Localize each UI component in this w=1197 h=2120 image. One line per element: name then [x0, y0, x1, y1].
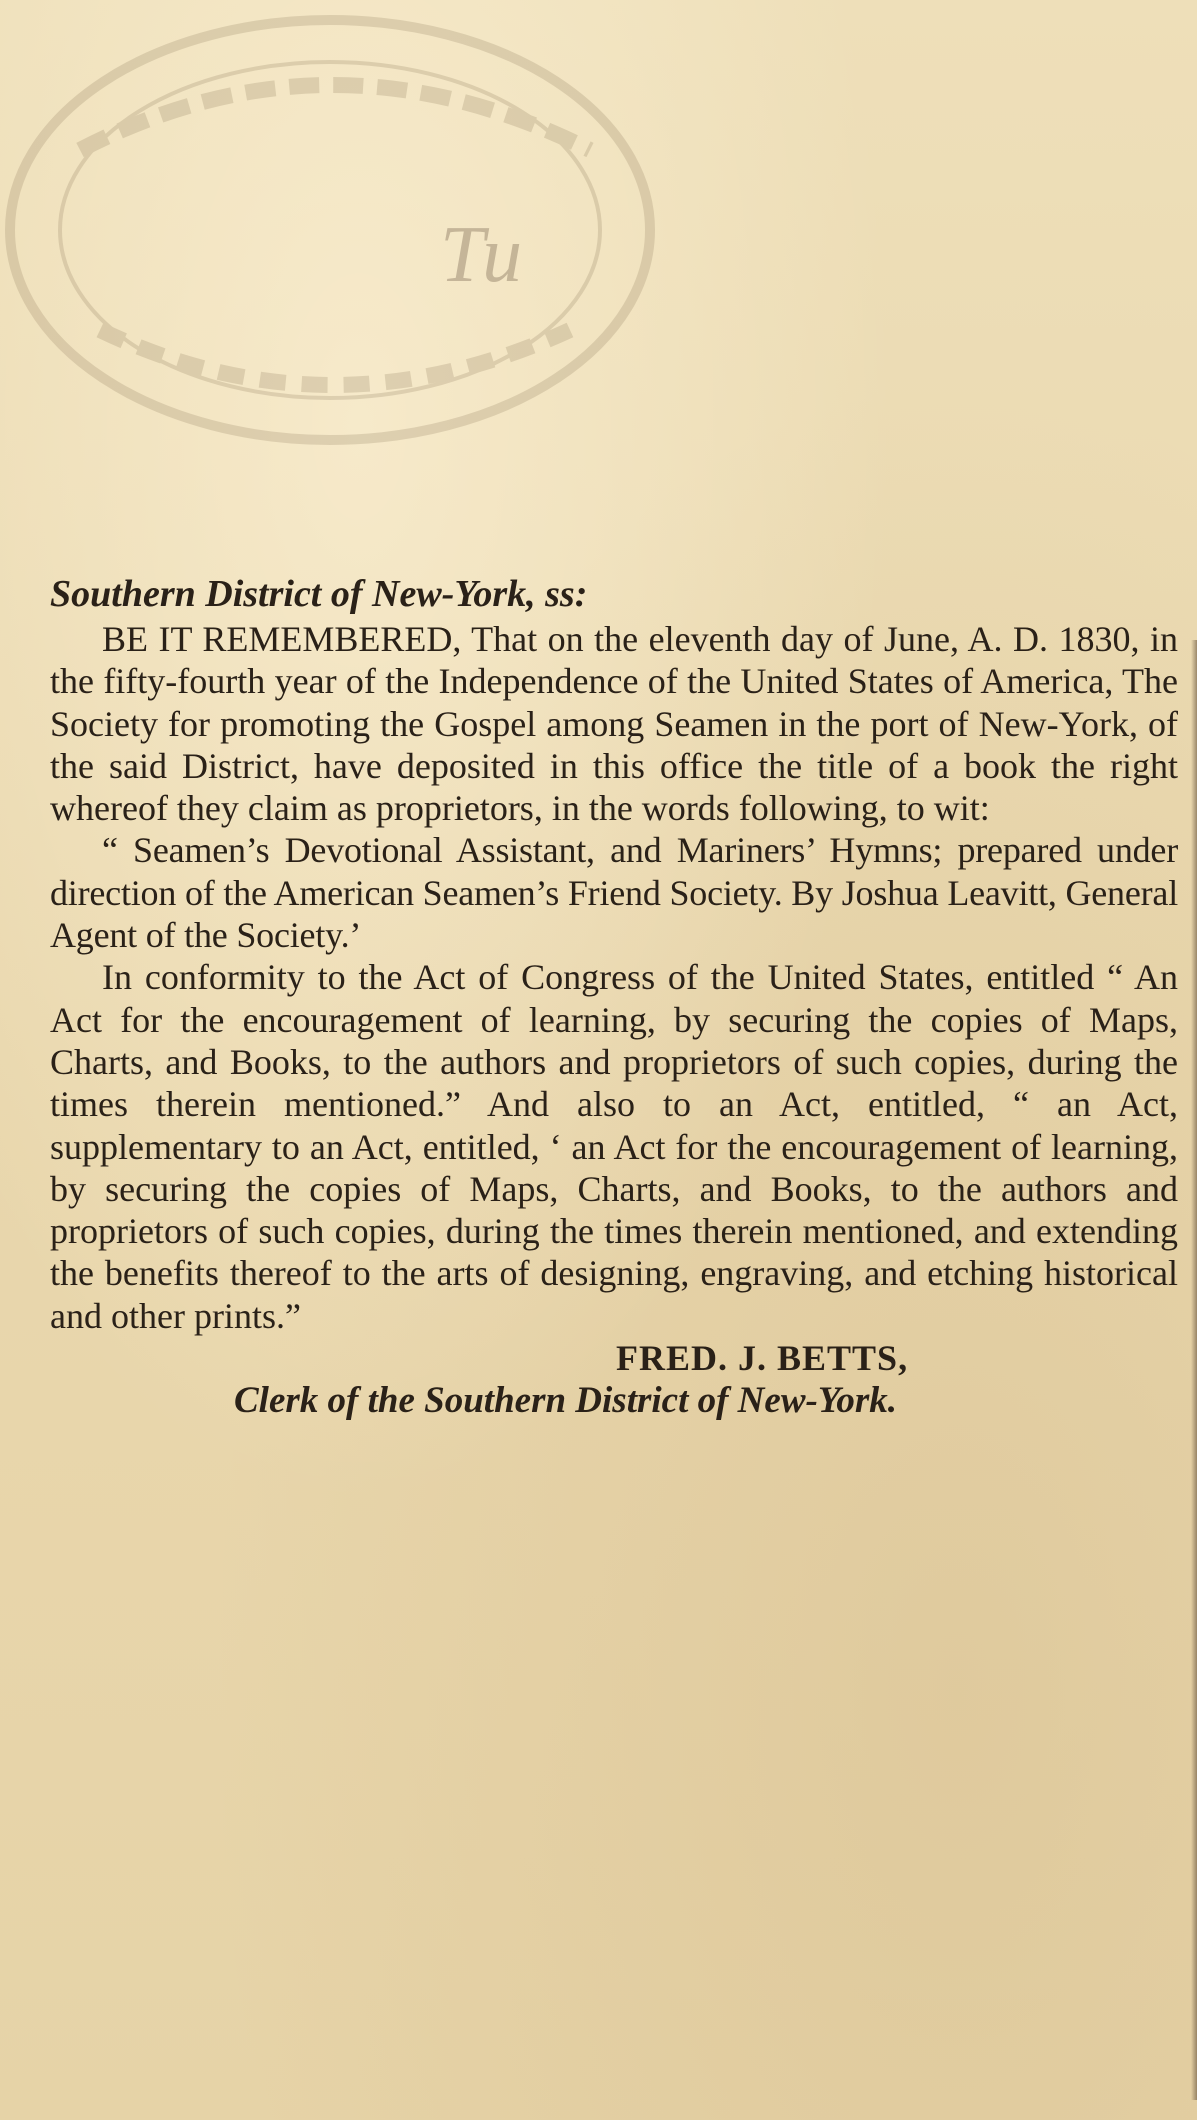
page-edge-shadow — [1191, 640, 1197, 2100]
district-heading: Southern District of New-York, ss: — [50, 573, 588, 615]
library-stamp-icon — [0, 0, 700, 460]
stamp-mark: Tu — [440, 211, 525, 299]
clerk-name: FRED. J. BETTS, — [616, 1338, 909, 1379]
conformity-paragraph: In conformity to the Act of Congress of the United States, entitled “ An Act for the encouragement of learning, by securing the copies of Maps, Charts, and Books, to the authors and proprietors of such copies, during the times therein mentioned.” And also to an Act, entitled, “ an Act, supplementary to an Act, entitled, ‘ an Act for the encouragement of learning, by securing the copies of Maps, Charts, and Books, to the authors and proprietors of such copies, during the times therein mentioned, and extending the benefits thereof to the arts of designing, engraving, and etching historical and other prints.” — [50, 957, 1178, 1336]
remembered-paragraph: BE IT REMEMBERED, That on the eleventh day of June, A. D. 1830, in the fifty-fourth year of the Independence of the United States of America, The Society for promoting the Gospel among Seamen in the port of New-York, of the said District, have deposited in this office the title of a book the right whereof they claim as proprietors, in the words following, to wit: — [50, 619, 1178, 829]
clerk-title: Clerk of the Southern District of New-York. — [234, 1380, 897, 1422]
copyright-notice — [50, 572, 1178, 1423]
book-title-paragraph: “ Seamen’s Devotional Assistant, and Mariners’ Hymns; prepared under direction of the American Seamen’s Friend Society. By Joshua Leavitt, General Agent of the Society.’ — [50, 830, 1178, 956]
